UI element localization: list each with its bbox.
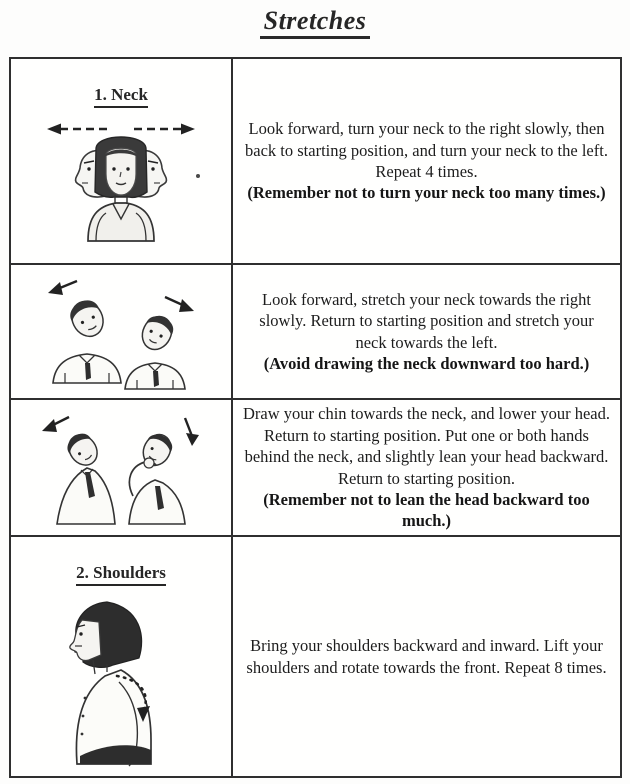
cell-shoulders-illustration [11, 537, 233, 776]
caution-text: (Remember not to lean the head backward too much.) [263, 489, 590, 531]
section-heading-neck: 1. Neck [94, 85, 148, 108]
page-title: Stretches [260, 6, 371, 39]
cell-neck-illustration [11, 59, 233, 265]
cell-shoulders-text [233, 537, 620, 776]
shoulder-roll-illustration-icon [47, 596, 195, 768]
cell-chin-tuck-text [233, 400, 620, 537]
cell-neck-side-text [233, 265, 620, 400]
stretches-table [9, 57, 622, 778]
section-heading-shoulders: 2. Shoulders [76, 563, 166, 586]
caution-text: (Avoid drawing the neck downward too hard.) [263, 353, 590, 373]
instruction-text: Look forward, stretch your neck towards the right slowly. Return to starting position and stretch your neck towards the left. [259, 289, 594, 352]
instruction-text: Look forward, turn your neck to the right slowly, then back to starting position, and turn your neck to the left. Repeat 4 times. [245, 119, 608, 181]
scan-artifact-dot [196, 174, 200, 178]
cell-chin-tuck-illustration [11, 400, 233, 537]
chin-tuck-illustration-icon [27, 404, 215, 528]
cell-neck-turn-text [233, 59, 620, 265]
caution-text: (Remember not to turn your neck too many times.) [247, 183, 606, 203]
page-title-wrap [0, 6, 630, 39]
instruction-text: Draw your chin towards the neck, and lower your head. Return to starting position. Put one or both hands behind the neck, and slightly lean your head backward. Return to starting position. [243, 404, 611, 488]
instruction-text: Bring your shoulders backward and inward. Lift your shoulders and rotate towards the front. Repeat 8 times. [246, 636, 607, 677]
neck-side-stretch-illustration-icon [27, 269, 215, 391]
neck-turn-illustration-icon [36, 118, 206, 243]
cell-neck-side-illustration [11, 265, 233, 400]
